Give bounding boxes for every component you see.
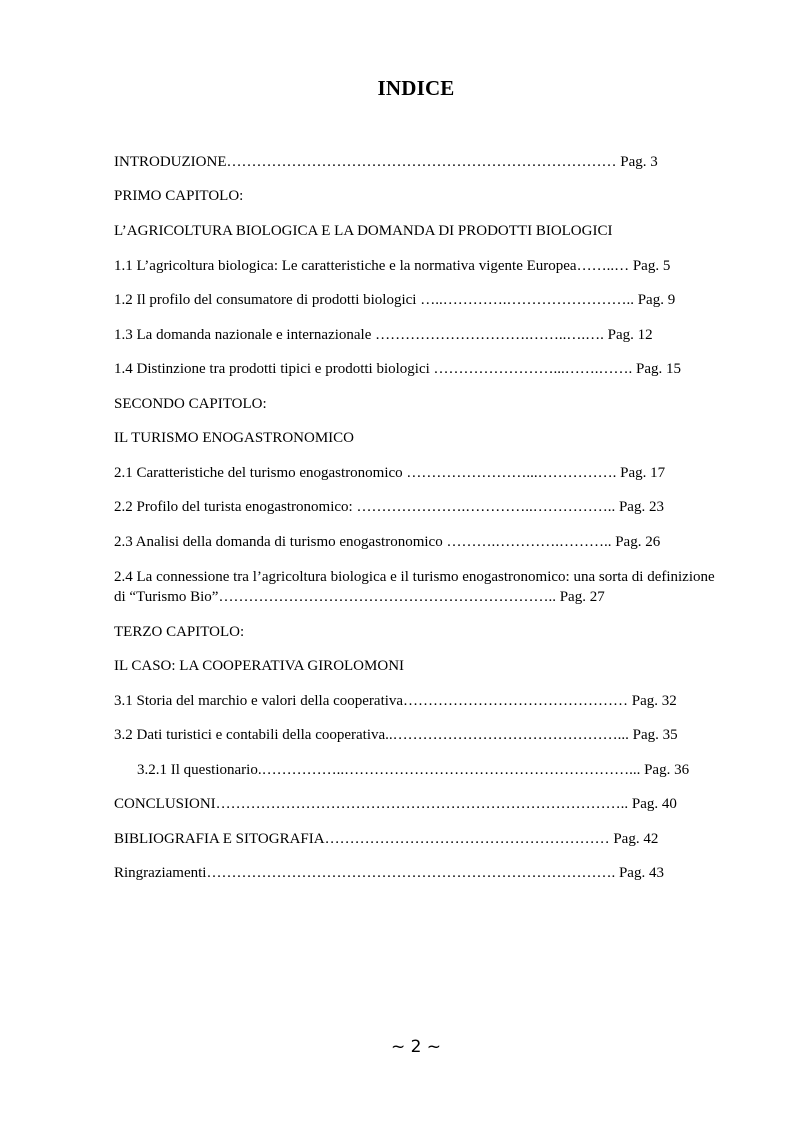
toc-entry-conclusioni: CONCLUSIONI……………………………………………………………………….. Pag. 40: [114, 796, 677, 812]
toc-entry-3-2: 3.2 Dati turistici e contabili della cooperativa..………………………………………... Pag. 35: [114, 727, 678, 743]
toc-chapter-heading-2: SECONDO CAPITOLO:: [114, 396, 267, 412]
page-title: INDICE: [377, 76, 455, 100]
toc-chapter-heading-3: TERZO CAPITOLO:: [114, 624, 245, 640]
toc-entry-3-2-1: 3.2.1 Il questionario.……………..…………………………………………………... Pag. 36: [137, 762, 690, 778]
toc-entry-1-1: 1.1 L’agricoltura biologica: Le caratteristiche e la normativa vigente Europea……..… Pag. 5: [114, 258, 671, 274]
toc-chapter-title-3: IL CASO: LA COOPERATIVA GIROLOMONI: [114, 658, 405, 674]
toc-entry-2-2: 2.2 Profilo del turista enogastronomico: ………………….…………..…………….. Pag. 23: [114, 499, 664, 515]
toc-entry-1-4: 1.4 Distinzione tra prodotti tipici e prodotti biologici ……………………...…….……. Pag. 15: [114, 361, 682, 377]
toc-entry-1-3: 1.3 La domanda nazionale e internazionale ………………………….……..….…. Pag. 12: [114, 327, 653, 343]
toc-entry-bibliografia: BIBLIOGRAFIA E SITOGRAFIA………………………………………………… Pag. 42: [114, 831, 659, 847]
toc-entry-2-1: 2.1 Caratteristiche del turismo enogastronomico ……………………...……………. Pag. 17: [114, 465, 666, 481]
toc-chapter-heading-1: PRIMO CAPITOLO:: [114, 188, 244, 204]
toc-entry-ringraziamenti: Ringraziamenti………………………………………………………………………. Pag. 43: [114, 865, 664, 881]
toc-chapter-title-1: L’AGRICOLTURA BIOLOGICA E LA DOMANDA DI PRODOTTI BIOLOGICI: [114, 223, 613, 239]
toc-chapter-title-2: IL TURISMO ENOGASTRONOMICO: [114, 430, 355, 446]
toc-entry-2-3: 2.3 Analisi della domanda di turismo enogastronomico ……….………….……….. Pag. 26: [114, 534, 661, 550]
page-number: ~ 2 ~: [390, 1037, 442, 1057]
toc-entry-introduzione: INTRODUZIONE…………………………………………………………………… Pag. 3: [114, 154, 658, 170]
toc-entry-2-4: 2.4 La connessione tra l’agricoltura biologica e il turismo enogastronomico: una sorta di definizione di “Turismo Bio”………………………………………………………….. Pag. 27: [114, 569, 715, 605]
toc-entry-3-1: 3.1 Storia del marchio e valori della cooperativa……………………………………… Pag. 32: [114, 693, 677, 709]
toc-entry-1-2: 1.2 Il profilo del consumatore di prodotti biologici …..………….…………………….. Pag. 9: [114, 292, 676, 308]
